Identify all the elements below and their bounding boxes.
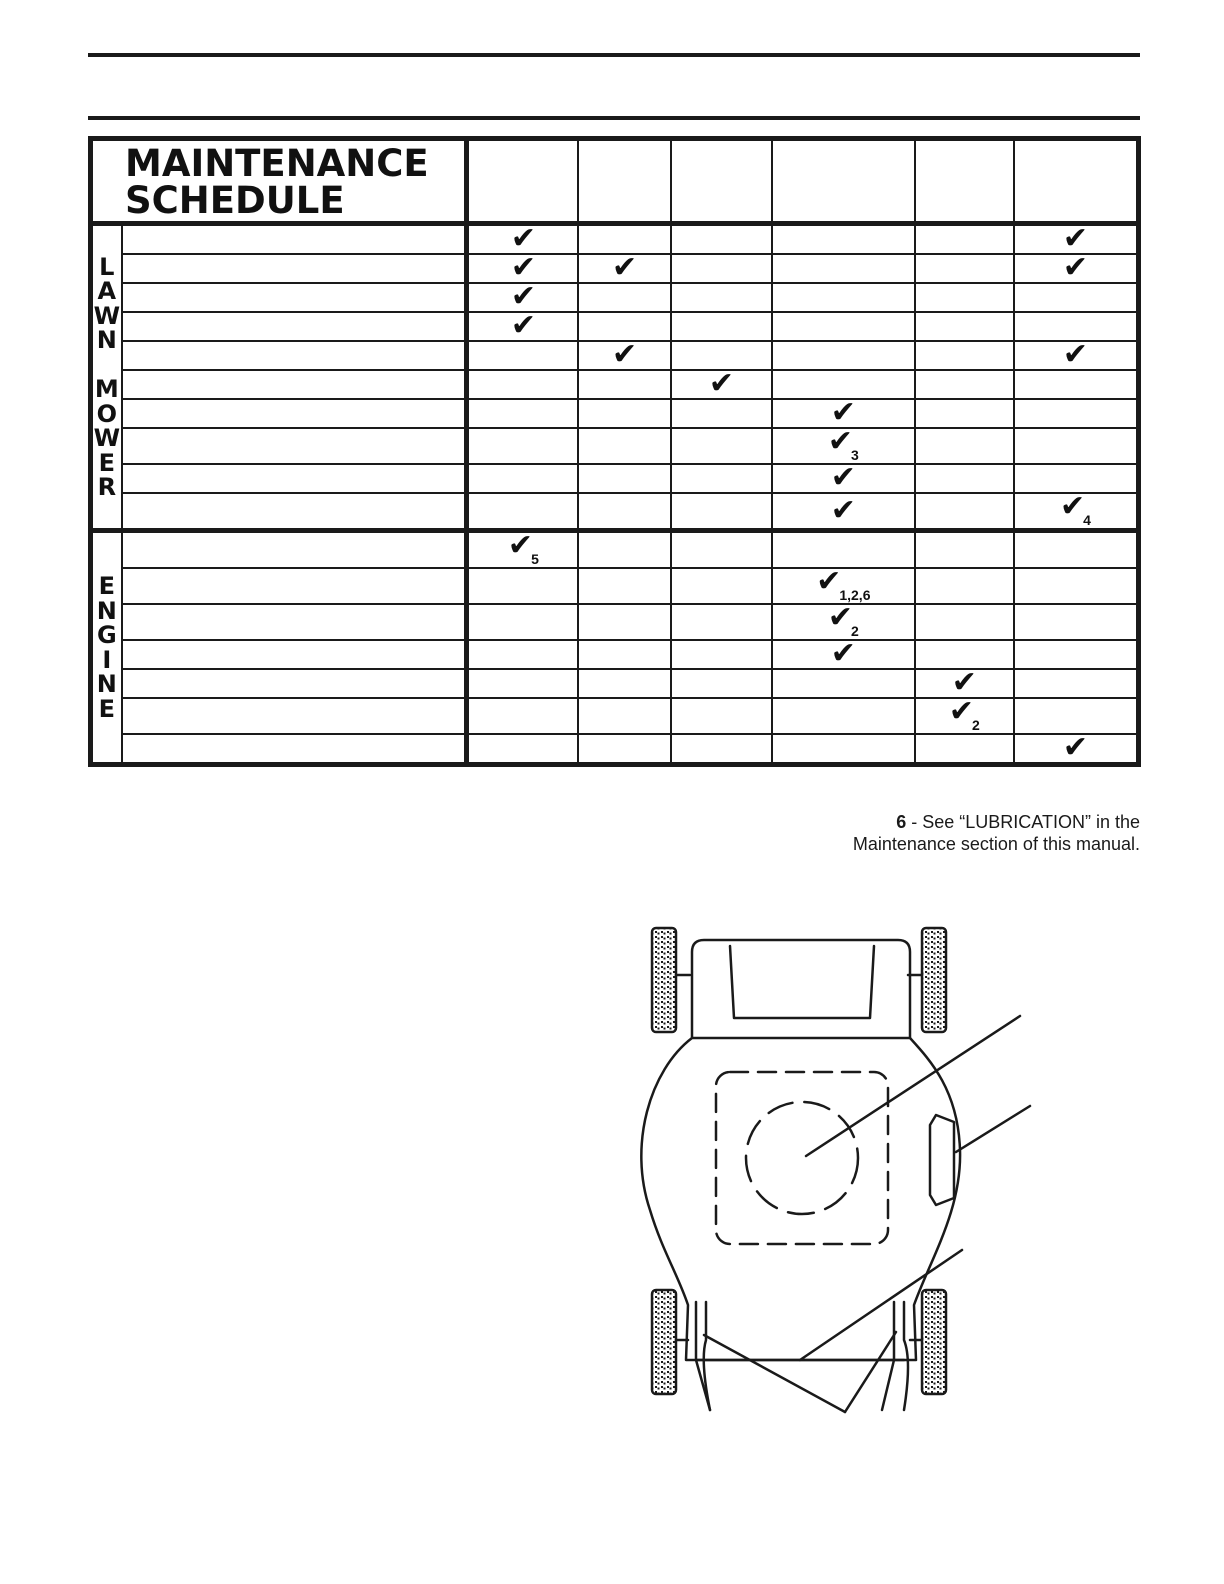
engine-row [91, 531, 1139, 569]
schedule-check-cell [671, 493, 772, 531]
schedule-check-cell [578, 568, 670, 604]
schedule-check-cell [671, 428, 772, 464]
schedule-check-cell [578, 604, 670, 640]
schedule-check-cell [578, 698, 670, 734]
interval-header-cell [915, 139, 1014, 224]
interval-header-cell [772, 139, 915, 224]
schedule-check-cell [467, 604, 578, 640]
engine-row [91, 604, 1139, 640]
schedule-check-cell [1014, 428, 1139, 464]
footnote-line2: Maintenance section of this manual. [852, 834, 1140, 854]
check-mark-icon: ✔ [830, 636, 856, 671]
schedule-item-description [122, 283, 467, 312]
schedule-check-cell [1014, 640, 1139, 669]
schedule-check-cell [772, 600, 915, 640]
schedule-check-cell [467, 399, 578, 428]
check-mark-icon: ✔ [951, 665, 977, 700]
schedule-check-cell [467, 640, 578, 669]
schedule-check-cell [671, 669, 772, 698]
schedule-check-cell [467, 734, 578, 765]
schedule-check-cell [467, 464, 578, 493]
check-note-number: 2 [971, 717, 980, 733]
check-mark-icon: ✔ [1060, 489, 1086, 524]
schedule-check-cell [915, 734, 1014, 765]
schedule-check-cell [772, 493, 915, 531]
check-mark-icon: ✔ [830, 492, 856, 528]
check-mark-icon: ✔ [510, 279, 536, 314]
schedule-check-cell [915, 399, 1014, 428]
schedule-title-line2: SCHEDULE [125, 179, 345, 222]
schedule-item-description [122, 698, 467, 734]
schedule-check-cell [915, 464, 1014, 493]
schedule-check-cell [671, 399, 772, 428]
schedule-check-cell [578, 669, 670, 698]
schedule-check-cell [772, 460, 915, 495]
schedule-check-cell [671, 464, 772, 493]
footnote-number: 6 [896, 812, 907, 832]
schedule-check-cell [772, 312, 915, 341]
schedule-item-description [122, 428, 467, 464]
schedule-check-cell [578, 250, 670, 285]
schedule-check-cell [671, 568, 772, 604]
check-mark-icon: ✔ [816, 564, 842, 599]
schedule-check-cell [1014, 730, 1139, 765]
schedule-item-description [122, 734, 467, 765]
schedule-check-cell [1014, 489, 1139, 531]
interval-header-cell [1014, 139, 1139, 224]
schedule-check-cell [671, 283, 772, 312]
lawn-mower-row [91, 428, 1139, 464]
check-note-number: 2 [851, 623, 859, 639]
schedule-check-cell [915, 568, 1014, 604]
schedule-item-description [122, 254, 467, 283]
schedule-check-cell [467, 568, 578, 604]
schedule-check-cell [578, 370, 670, 399]
lawn-mower-underside-icon [630, 920, 1050, 1420]
engine-row [91, 698, 1139, 734]
lawn-mower-underside-figure [630, 920, 1050, 1420]
interval-header-cell [671, 139, 772, 224]
schedule-check-cell [915, 370, 1014, 399]
schedule-check-cell [467, 428, 578, 464]
check-mark-icon: ✔ [830, 395, 856, 430]
schedule-check-cell [1014, 399, 1139, 428]
engine-row [91, 734, 1139, 765]
schedule-check-cell [1014, 669, 1139, 698]
schedule-check-cell [467, 669, 578, 698]
schedule-item-description [122, 604, 467, 640]
group-label-letter: N [96, 670, 117, 698]
lawn-mower-vertical-label [93, 252, 121, 501]
lawn-mower-row [91, 341, 1139, 370]
group-label-letter: L [99, 252, 115, 281]
schedule-check-cell [467, 370, 578, 399]
top-rule [88, 53, 1140, 57]
schedule-check-cell [772, 424, 915, 464]
group-label-letter: E [98, 572, 115, 600]
schedule-check-cell [671, 640, 772, 669]
schedule-check-cell [915, 312, 1014, 341]
check-mark-icon: ✔ [1062, 221, 1089, 256]
schedule-check-cell [1014, 568, 1139, 604]
schedule-check-cell [772, 224, 915, 255]
check-note-number: 4 [1083, 512, 1091, 528]
footnote-6 [740, 811, 1140, 855]
check-mark-icon: ✔ [510, 250, 536, 285]
leader-chute [956, 1106, 1030, 1152]
group-label-letter: W [93, 424, 121, 452]
schedule-check-cell [1014, 250, 1139, 285]
footnote-line1 [740, 811, 1140, 833]
engine-row [91, 640, 1139, 669]
schedule-check-cell [915, 428, 1014, 464]
group-label-letter: E [98, 448, 115, 477]
group-label-letter [93, 353, 121, 378]
schedule-item-description [122, 493, 467, 531]
schedule-check-cell [772, 283, 915, 312]
schedule-item-description [122, 224, 467, 255]
lawn-mower-row [91, 254, 1139, 283]
check-mark-icon: ✔ [611, 337, 638, 372]
schedule-item-description [122, 312, 467, 341]
schedule-check-cell [671, 734, 772, 765]
group-label-letter: N [96, 596, 117, 625]
schedule-title-line1: MAINTENANCE [125, 142, 429, 185]
check-mark-icon: ✔ [510, 221, 536, 256]
check-mark-icon: ✔ [827, 424, 854, 459]
footnote-text1: - See “LUBRICATION” in the [906, 812, 1140, 832]
schedule-check-cell [578, 337, 670, 372]
schedule-item-description [122, 568, 467, 604]
check-mark-icon: ✔ [1062, 250, 1089, 285]
front-housing [692, 940, 910, 1038]
group-label-letter: R [97, 473, 117, 501]
schedule-check-cell [915, 694, 1014, 734]
schedule-check-cell [772, 698, 915, 734]
maintenance-schedule-table-wrap [88, 136, 1141, 765]
group-label-letter: M [94, 375, 119, 403]
schedule-check-cell [772, 564, 915, 604]
check-mark-icon: ✔ [611, 250, 638, 285]
check-note-number: 5 [531, 551, 539, 567]
schedule-title [91, 139, 467, 224]
lawn-mower-row [91, 283, 1139, 312]
group-label-letter: N [96, 326, 117, 354]
schedule-check-cell [772, 636, 915, 671]
group-label-letter: E [98, 694, 115, 723]
engine-group-label [91, 531, 122, 765]
schedule-check-cell [578, 640, 670, 669]
schedule-check-cell [772, 531, 915, 569]
schedule-check-cell [578, 531, 670, 569]
check-mark-icon: ✔ [708, 366, 734, 401]
schedule-item-description [122, 399, 467, 428]
schedule-check-cell [467, 308, 578, 343]
schedule-header-row [91, 139, 1139, 224]
schedule-check-cell [915, 341, 1014, 370]
maintenance-schedule-table [88, 136, 1141, 767]
schedule-check-cell [671, 531, 772, 569]
check-mark-icon: ✔ [1062, 730, 1089, 765]
schedule-check-cell [671, 698, 772, 734]
schedule-item-description [122, 531, 467, 569]
schedule-check-cell [467, 341, 578, 370]
check-note-number: 3 [851, 447, 859, 463]
schedule-check-cell [1014, 283, 1139, 312]
lawn-mower-row [91, 399, 1139, 428]
schedule-check-cell [467, 698, 578, 734]
schedule-check-cell [671, 604, 772, 640]
schedule-item-description [122, 669, 467, 698]
schedule-item-description [122, 640, 467, 669]
group-label-letter: G [96, 621, 117, 649]
check-mark-icon: ✔ [510, 308, 536, 343]
schedule-item-description [122, 464, 467, 493]
schedule-check-cell [671, 366, 772, 401]
rear-right-wheel [922, 1290, 946, 1394]
check-note-number: 1,2,6 [839, 587, 871, 603]
schedule-check-cell [772, 734, 915, 765]
group-label-letter: W [93, 301, 121, 330]
schedule-check-cell [1014, 698, 1139, 734]
lawn-mower-group-label [91, 224, 122, 531]
schedule-check-cell [578, 734, 670, 765]
schedule-check-cell [915, 283, 1014, 312]
interval-header-cell [467, 139, 578, 224]
check-mark-icon: ✔ [507, 528, 534, 563]
schedule-check-cell [671, 224, 772, 255]
group-label-letter: O [96, 399, 117, 428]
engine-row [91, 669, 1139, 698]
schedule-check-cell [772, 669, 915, 698]
schedule-item-description [122, 370, 467, 399]
check-mark-icon: ✔ [830, 460, 856, 495]
check-mark-icon: ✔ [827, 600, 854, 635]
schedule-check-cell [915, 493, 1014, 531]
engine-row [91, 568, 1139, 604]
interval-header-cell [578, 139, 670, 224]
schedule-check-cell [915, 604, 1014, 640]
schedule-check-cell [467, 493, 578, 531]
schedule-check-cell [772, 254, 915, 283]
schedule-check-cell [578, 464, 670, 493]
schedule-check-cell [467, 528, 578, 569]
schedule-check-cell [578, 428, 670, 464]
lawn-mower-row [91, 464, 1139, 493]
schedule-check-cell [1014, 370, 1139, 399]
schedule-check-cell [915, 531, 1014, 569]
schedule-check-cell [915, 224, 1014, 255]
schedule-check-cell [578, 283, 670, 312]
check-mark-icon: ✔ [948, 694, 974, 729]
group-label-letter: A [97, 277, 117, 305]
lawn-mower-row [91, 493, 1139, 531]
schedule-check-cell [1014, 531, 1139, 569]
schedule-check-cell [915, 254, 1014, 283]
schedule-check-cell [671, 254, 772, 283]
front-left-wheel [652, 928, 676, 1032]
schedule-check-cell [671, 312, 772, 341]
schedule-check-cell [1014, 337, 1139, 372]
schedule-check-cell [772, 341, 915, 370]
lawn-mower-row [91, 370, 1139, 399]
second-rule [88, 116, 1140, 120]
rear-left-wheel [652, 1290, 676, 1394]
engine-vertical-label [93, 574, 121, 721]
schedule-item-description [122, 341, 467, 370]
schedule-check-cell [578, 399, 670, 428]
schedule-check-cell [1014, 604, 1139, 640]
check-mark-icon: ✔ [1062, 337, 1089, 372]
schedule-check-cell [578, 493, 670, 531]
group-label-letter: I [102, 645, 112, 674]
front-right-wheel [922, 928, 946, 1032]
